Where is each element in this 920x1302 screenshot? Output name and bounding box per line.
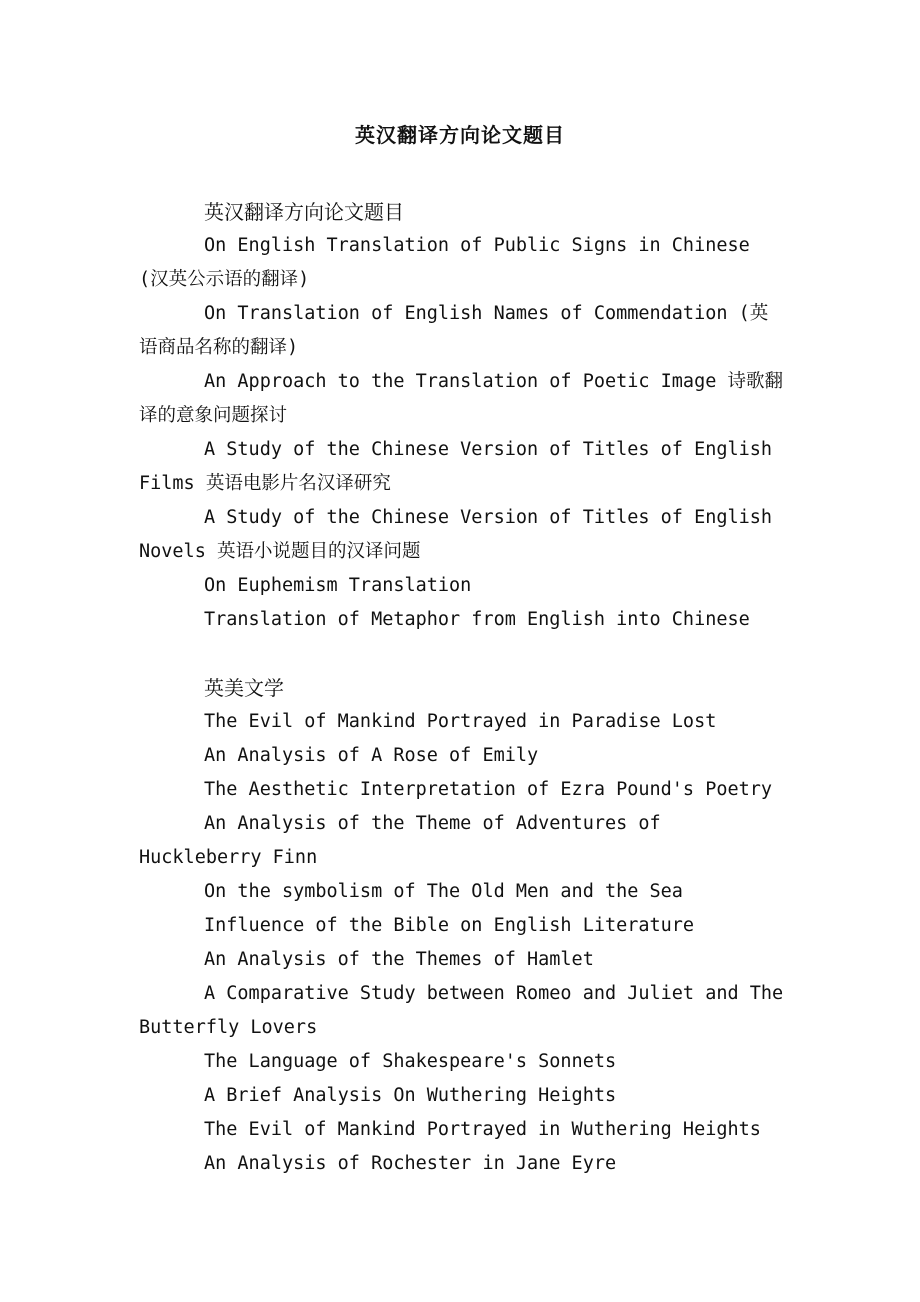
list-item: On English Translation of Public Signs in Chinese (汉英公示语的翻译) xyxy=(139,235,750,290)
document-body xyxy=(139,195,784,1181)
list-item: An Analysis of Rochester in Jane Eyre xyxy=(204,1153,617,1174)
list-item: On the symbolism of The Old Men and the Sea xyxy=(204,881,683,902)
section-divider xyxy=(139,637,784,671)
list-item: A Brief Analysis On Wuthering Heights xyxy=(204,1085,617,1106)
list-item: An Analysis of the Theme of Adventures of Huckleberry Finn xyxy=(139,813,661,868)
list-item: Translation of Metaphor from English into Chinese xyxy=(204,609,750,630)
list-item: An Analysis of A Rose of Emily xyxy=(204,745,539,766)
page-title: 英汉翻译方向论文题目 xyxy=(355,123,565,147)
list-item: The Evil of Mankind Portrayed in Wuthering Heights xyxy=(204,1119,761,1140)
list-item: The Aesthetic Interpretation of Ezra Pound's Poetry xyxy=(204,779,773,800)
section-heading-translation: 英汉翻译方向论文题目 xyxy=(204,200,404,224)
section-heading-literature: 英美文学 xyxy=(204,676,284,700)
list-item: A Study of the Chinese Version of Titles of English Films 英语电影片名汉译研究 xyxy=(139,439,773,494)
list-item: A Comparative Study between Romeo and Juliet and The Butterfly Lovers xyxy=(139,983,784,1038)
list-item: The Language of Shakespeare's Sonnets xyxy=(204,1051,617,1072)
list-item: The Evil of Mankind Portrayed in Paradise Lost xyxy=(204,711,717,732)
list-item: An Analysis of the Themes of Hamlet xyxy=(204,949,594,970)
list-item: Influence of the Bible on English Literature xyxy=(204,915,695,936)
list-item: An Approach to the Translation of Poetic Image 诗歌翻译的意象问题探讨 xyxy=(139,371,783,426)
list-item: A Study of the Chinese Version of Titles of English Novels 英语小说题目的汉译问题 xyxy=(139,507,773,562)
list-item: On Translation of English Names of Commendation (英语商品名称的翻译) xyxy=(139,303,769,358)
list-item: On Euphemism Translation xyxy=(204,575,472,596)
